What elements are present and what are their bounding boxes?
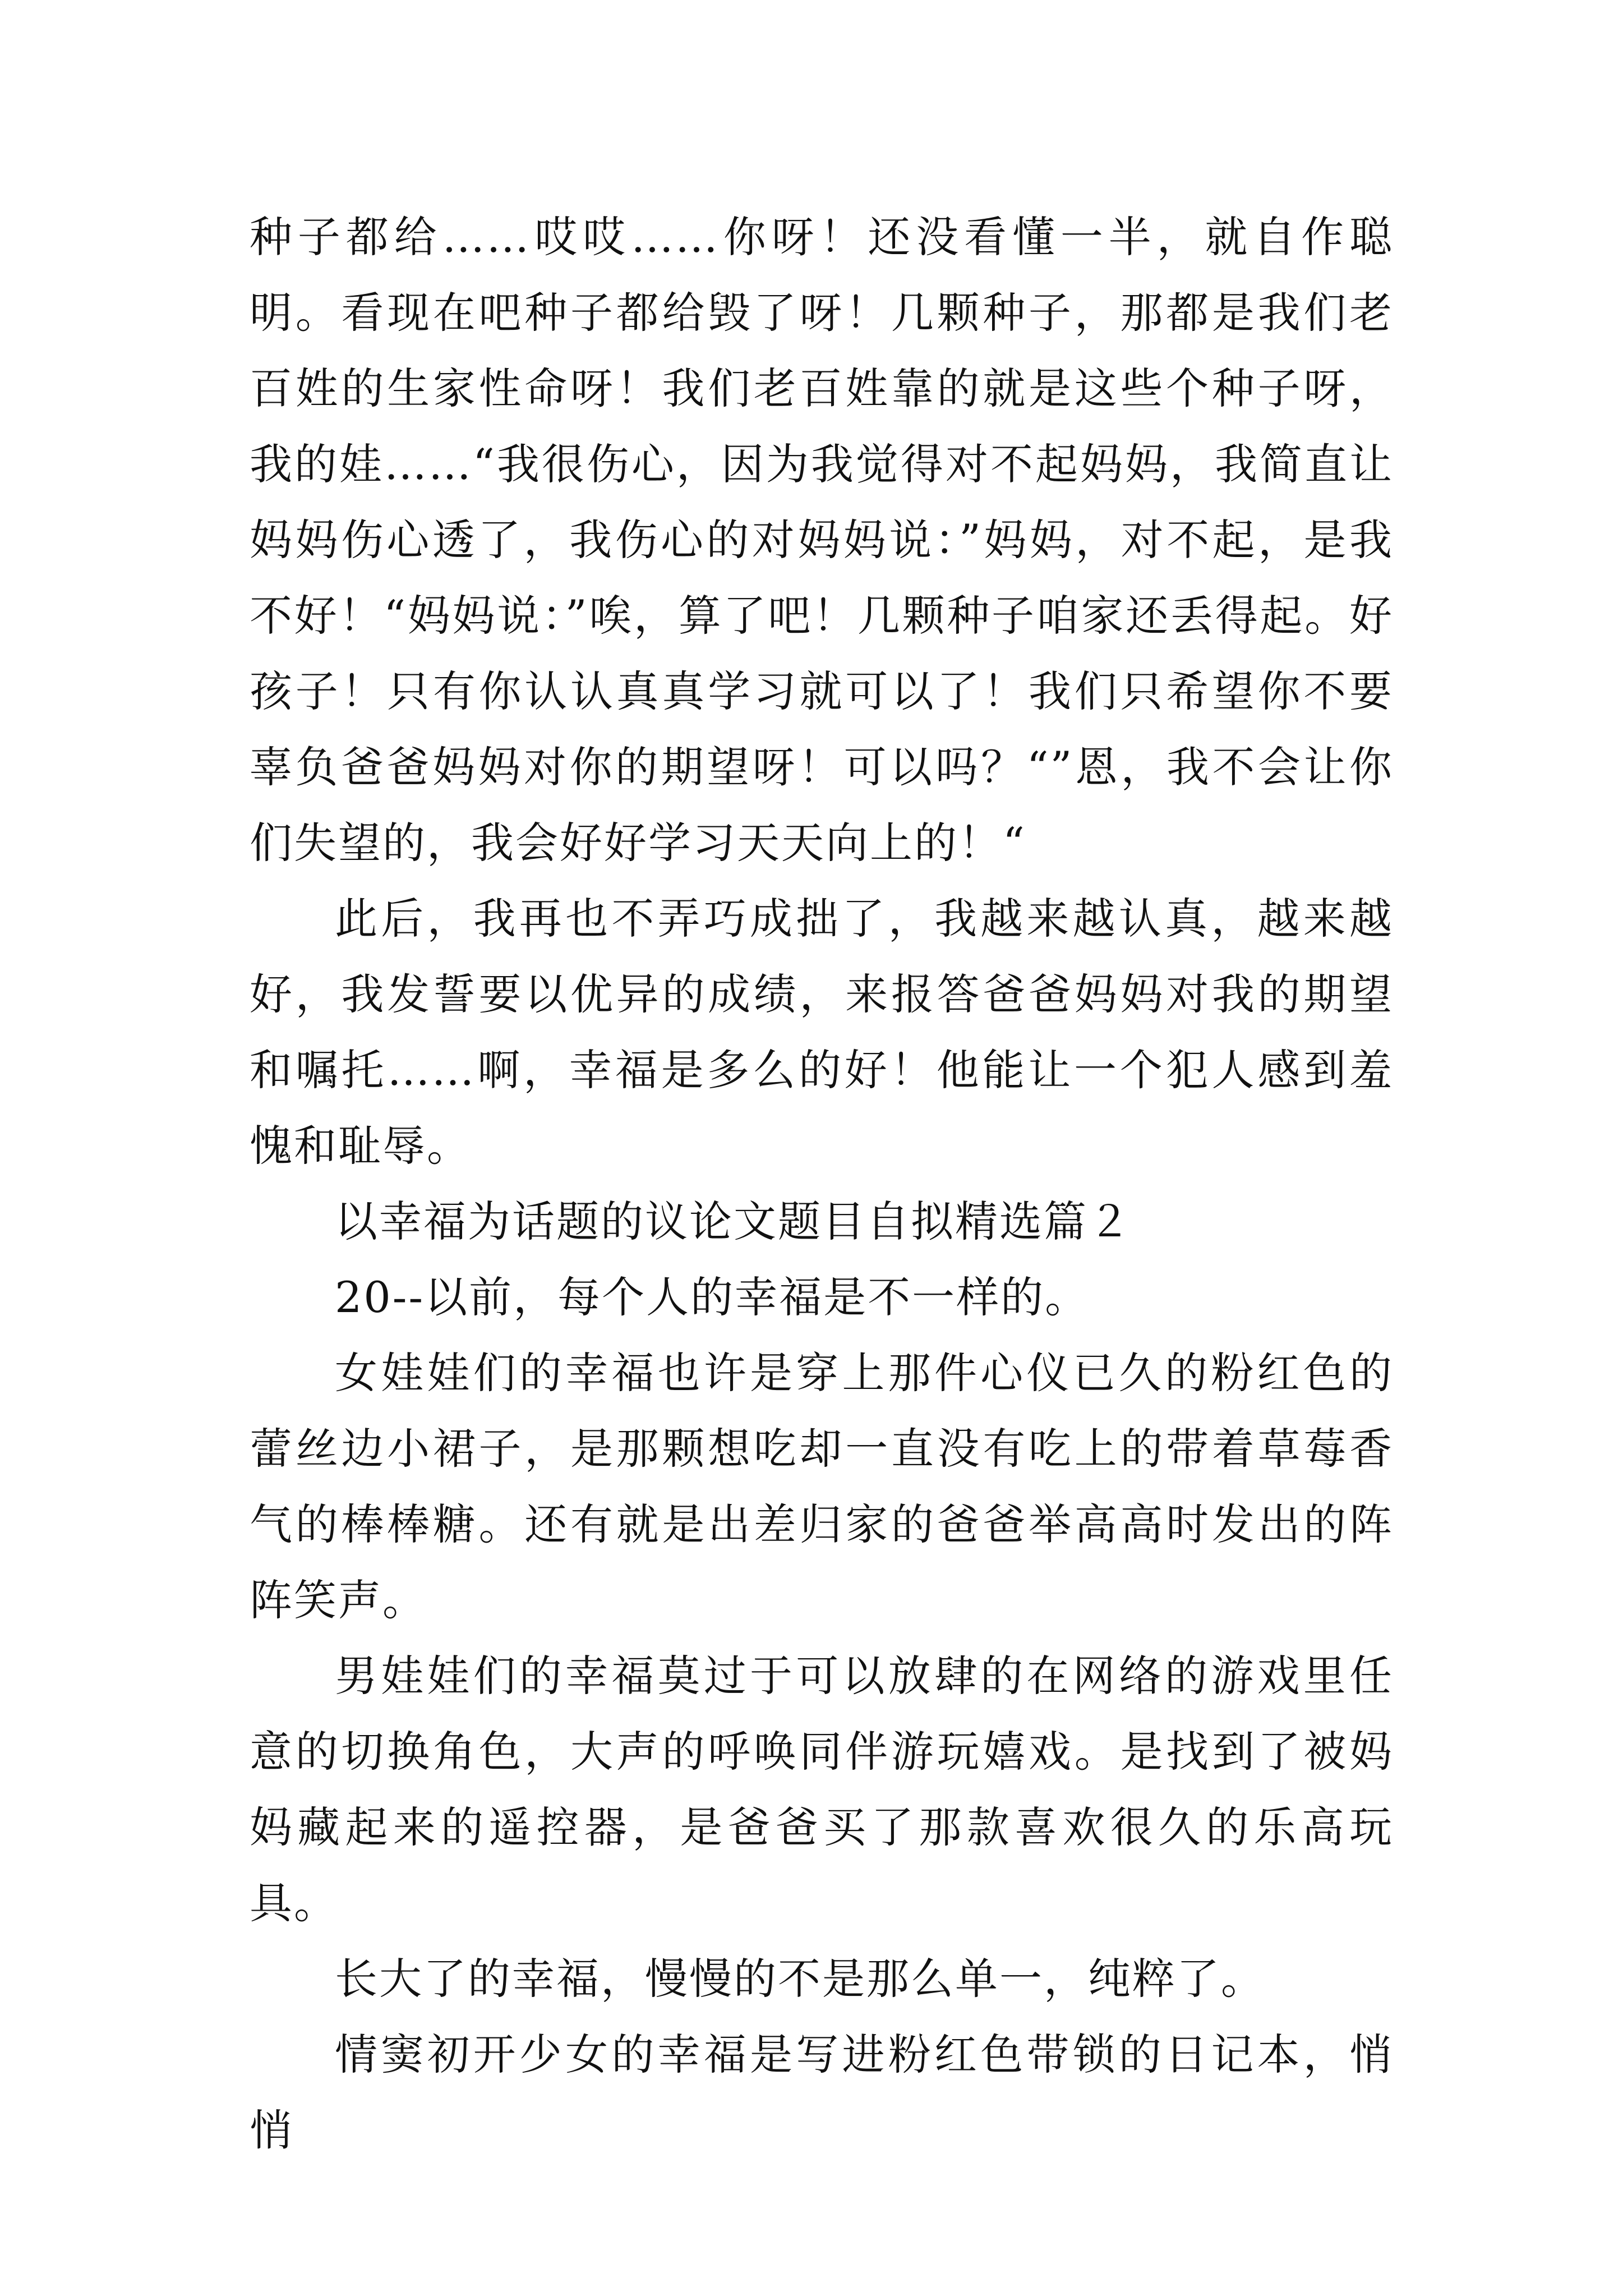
paragraph-5: 男娃娃们的幸福莫过于可以放肆的在网络的游戏里任意的切换角色，大声的呼唤同伴游玩嬉戏。是找到了被妈妈藏起来的遥控器，是爸爸买了那款喜欢很久的乐高玩具。 [250, 1651, 1394, 1928]
paragraph-3: 20--以前，每个人的幸福是不一样的。 [335, 1272, 1090, 1322]
paragraph-4: 女娃娃们的幸福也许是穿上那件心仪已久的粉红色的蕾丝边小裙子，是那颗想吃却一直没有吃上的带着草莓香气的棒棒糖。还有就是出差归家的爸爸举高高时发出的阵阵笑声。 [250, 1348, 1394, 1625]
paragraph-7: 情窦初开少女的幸福是写进粉红色带锁的日记本，悄悄 [250, 2030, 1394, 2155]
paragraph-2: 此后，我再也不弄巧成拙了，我越来越认真，越来越好，我发誓要以优异的成绩，来报答爸爸妈妈对我的期望和嘱托……啊，幸福是多么的好！他能让一个犯人感到羞愧和耻辱。 [250, 894, 1394, 1171]
paragraph-1: 种子都给……哎哎……你呀！还没看懂一半，就自作聪明。看现在吧种子都给毁了呀！几颗种子，那都是我们老百姓的生家性命呀！我们老百姓靠的就是这些个种子呀，我的娃……“我很伤心，因为我觉得对不起妈妈，我简直让妈妈伤心透了，我伤心的对妈妈说：”妈妈，对不起，是我不好！“妈妈说：”唉，算了吧！几颗种子咱家还丢得起。好孩子！只有你认认真真学习就可以了！我们只希望你不要辜负爸爸妈妈对你的期望呀！可以吗？“”恩，我不会让你们失望的，我会好好学习天天向上的！“ [250, 212, 1394, 868]
paragraph-6: 长大了的幸福，慢慢的不是那么单一，纯粹了。 [335, 1954, 1265, 2004]
section-heading: 以幸福为话题的议论文题目自拟精选篇２ [335, 1197, 1132, 1246]
document-body [250, 199, 1394, 2168]
